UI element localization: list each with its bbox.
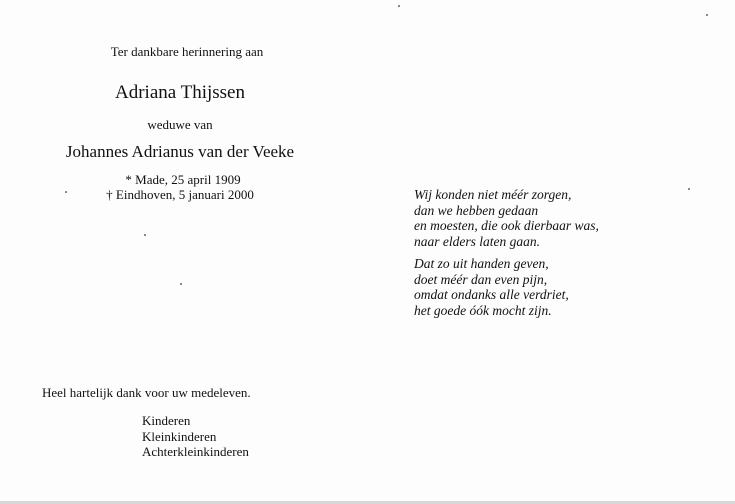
dust-speck xyxy=(706,14,708,16)
dust-speck xyxy=(180,283,182,285)
poem-line: omdat ondanks alle verdriet, xyxy=(414,287,569,302)
poem-line: naar elders laten gaan. xyxy=(414,233,540,249)
death-line: † Eindhoven, 5 januari 2000 xyxy=(106,187,254,202)
dust-speck xyxy=(398,5,400,7)
poem-line: doet méér dan even pijn, xyxy=(414,271,548,287)
poem-stanza-2 xyxy=(414,256,569,318)
thanks-message: Heel hartelijk dank voor uw medeleven. xyxy=(42,385,251,400)
dust-speck xyxy=(688,188,690,190)
poem-line: het goede óók mocht zijn. xyxy=(414,302,552,318)
family-great-grandchildren: Achterkleinkinderen xyxy=(142,444,249,459)
intro-line: Ter dankbare herinnering aan xyxy=(110,44,264,59)
poem-line: en moesten, die ook dierbaar was, xyxy=(414,218,599,233)
poem-line: Dat zo uit handen geven, xyxy=(414,256,549,271)
spouse-name: Johannes Adrianus van der Veeke xyxy=(65,142,295,161)
poem-stanza-1 xyxy=(414,187,599,249)
relation-line: weduwe van xyxy=(147,117,213,132)
poem-line: Wij konden niet méér zorgen, xyxy=(414,187,572,202)
family-children: Kinderen xyxy=(142,413,191,428)
poem-line: dan we hebben gedaan xyxy=(414,202,539,218)
deceased-name: Adriana Thijssen xyxy=(115,82,245,103)
dust-speck xyxy=(144,234,146,236)
dust-speck xyxy=(65,191,67,193)
birth-line: * Made, 25 april 1909 xyxy=(125,172,241,187)
family-list xyxy=(142,413,249,460)
family-grandchildren: Kleinkinderen xyxy=(142,428,217,444)
